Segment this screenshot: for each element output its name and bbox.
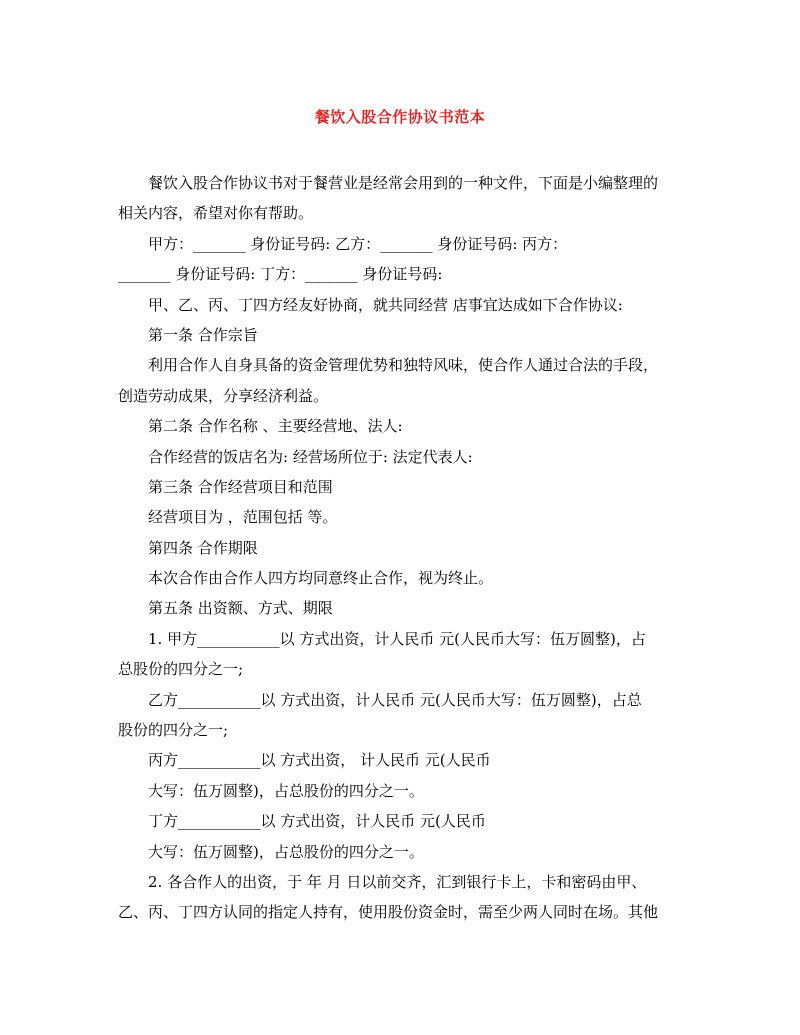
article-heading: 第二条 合作名称 、主要经营地、法人: xyxy=(148,417,403,436)
paragraph-line: 丁方___________以 方式出资，计人民币 元(人民币 xyxy=(148,812,486,831)
paragraph-line: 丙方___________以 方式出资， 计人民币 元(人民币 xyxy=(148,751,491,770)
paragraph-line: 甲、乙、丙、丁四方经友好协商，就共同经营 店事宜达成如下合作协议: xyxy=(148,295,623,314)
article-heading: 第五条 出资额、方式、期限 xyxy=(148,599,333,618)
paragraph-line: 利用合作人自身具备的资金管理优势和独特风味，使合作人通过合法的手段， xyxy=(148,356,659,375)
paragraph-line: 餐饮入股合作协议书对于餐营业是经常会用到的一种文件，下面是小编整理的 xyxy=(148,174,659,192)
paragraph-line: 大写：伍万圆整)，占总股份的四分之一。 xyxy=(148,781,424,800)
paragraph-line: 相关内容，希望对你有帮助。 xyxy=(118,204,314,223)
paragraph-line: 大写：伍万圆整)，占总股份的四分之一。 xyxy=(148,842,424,861)
article-heading: 第三条 合作经营项目和范围 xyxy=(148,477,333,496)
document-title: 餐饮入股合作协议书范本 xyxy=(314,108,486,126)
document-body xyxy=(118,168,690,928)
paragraph-line: 总股份的四分之一; xyxy=(118,660,244,679)
paragraph-line: 乙、丙、丁四方认同的指定人持有，使用股份资金时，需至少两人同时在场。其他 xyxy=(118,903,659,922)
paragraph-line: 甲方：_______ 身份证号码: 乙方：_______ 身份证号码: 丙方： xyxy=(148,234,568,253)
paragraph-line: 创造劳动成果，分享经济利益。 xyxy=(118,386,329,405)
paragraph-line: _______ 身份证号码: 丁方：_______ 身份证号码: xyxy=(118,265,443,284)
paragraph-line: 合作经营的饭店名为: 经营场所位于: 法定代表人: xyxy=(148,447,473,466)
paragraph-line: 股份的四分之一; xyxy=(118,721,229,740)
paragraph-line: 2. 各合作人的出资，于 年 月 日以前交齐，汇到银行卡上，卡和密码由甲、 xyxy=(148,872,647,891)
paragraph-line: 本次合作由合作人四方均同意终止合作，视为终止。 xyxy=(148,569,494,588)
article-heading: 第四条 合作期限 xyxy=(148,538,258,557)
paragraph-line: 经营项目为 ，范围包括 等。 xyxy=(148,508,338,527)
paragraph-line: 1. 甲方___________以 方式出资，计人民币 元(人民币大写：伍万圆整)，占 xyxy=(148,629,646,648)
article-heading: 第一条 合作宗旨 xyxy=(148,325,258,344)
paragraph-line: 乙方___________以 方式出资，计人民币 元(人民币大写：伍万圆整)，占总 xyxy=(148,690,642,709)
